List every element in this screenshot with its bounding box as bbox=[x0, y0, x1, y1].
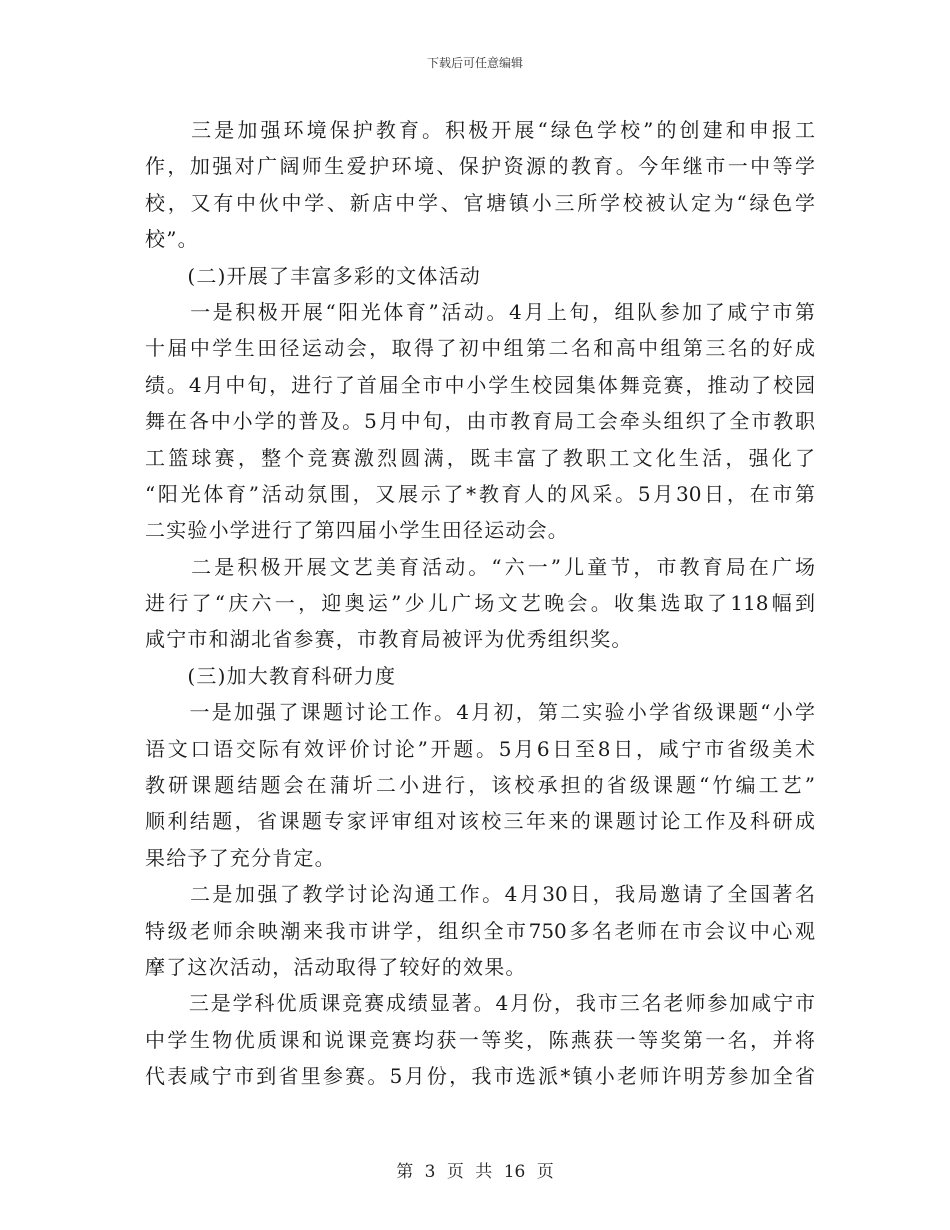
text-line: 中学生物优质课和说课竞赛均获一等奖，陈燕获一等奖第一名，并将 bbox=[145, 1027, 815, 1052]
text-line: 摩了这次活动，活动取得了较好的效果。 bbox=[145, 954, 527, 979]
text-line: 绩。4月中旬，进行了首届全市中小学生校园集体舞竞赛，推动了校园 bbox=[145, 372, 815, 397]
page-header: 下载后可任意编辑 bbox=[426, 56, 523, 70]
text-line: 一是积极开展“阳光体育”活动。4月上旬，组队参加了咸宁市第 bbox=[145, 299, 815, 324]
text-line: 咸宁市和湖北省参赛，市教育局被评为优秀组织奖。 bbox=[145, 627, 633, 652]
section-heading: (二)开展了丰富多彩的文体活动 bbox=[145, 263, 482, 288]
text-line: 语文口语交际有效评价讨论”开题。5月6日至8日，咸宁市省级美术 bbox=[145, 736, 815, 761]
text-line: 作，加强对广阔师生爱护环境、保护资源的教育。今年继市一中等学 bbox=[145, 154, 815, 179]
text-line: 三是学科优质课竞赛成绩显著。4月份，我市三名老师参加咸宁市 bbox=[145, 991, 815, 1016]
text-line: 一是加强了课题讨论工作。4月初，第二实验小学省级课题“小学 bbox=[145, 700, 815, 725]
text-line: 工篮球赛，整个竞赛激烈圆满，既丰富了教职工文化生活，强化了 bbox=[145, 445, 815, 470]
text-line: 教研课题结题会在蒲圻二小进行，该校承担的省级课题“竹编工艺” bbox=[145, 773, 815, 798]
text-line: 果给予了充分肯定。 bbox=[145, 845, 336, 870]
text-line: 三是加强环境保护教育。积极开展“绿色学校”的创建和申报工 bbox=[145, 118, 815, 142]
text-line: 二是积极开展文艺美育活动。“六一”儿童节，市教育局在广场 bbox=[145, 554, 815, 579]
text-line: 代表咸宁市到省里参赛。5月份，我市选派*镇小老师许明芳参加全省 bbox=[145, 1064, 815, 1089]
text-line: 十届中学生田径运动会，取得了初中组第二名和高中组第三名的好成 bbox=[145, 336, 815, 361]
text-line: 校”。 bbox=[145, 227, 199, 252]
section-heading: (三)加大教育科研力度 bbox=[145, 663, 397, 688]
text-line: 顺利结题，省课题专家评审组对该校三年来的课题讨论工作及科研成 bbox=[145, 809, 815, 834]
text-line: 二实验小学进行了第四届小学生田径运动会。 bbox=[145, 518, 569, 543]
text-line: 特级老师余映潮来我市讲学，组织全市750多名老师在市会议中心观 bbox=[145, 918, 815, 943]
text-line: 舞在各中小学的普及。5月中旬，由市教育局工会牵头组织了全市教职 bbox=[145, 409, 815, 434]
text-line: “阳光体育”活动氛围，又展示了*教育人的风采。5月30日，在市第 bbox=[145, 481, 815, 506]
body-text bbox=[145, 112, 815, 1095]
page-number-footer: 第 3 页 共 16 页 bbox=[396, 1162, 554, 1182]
text-line: 二是加强了教学讨论沟通工作。4月30日，我局邀请了全国著名 bbox=[145, 882, 815, 907]
text-line: 进行了“庆六一，迎奥运”少儿广场文艺晚会。收集选取了118幅到 bbox=[145, 591, 815, 616]
text-line: 校，又有中伙中学、新店中学、官塘镇小三所学校被认定为“绿色学 bbox=[145, 190, 815, 215]
